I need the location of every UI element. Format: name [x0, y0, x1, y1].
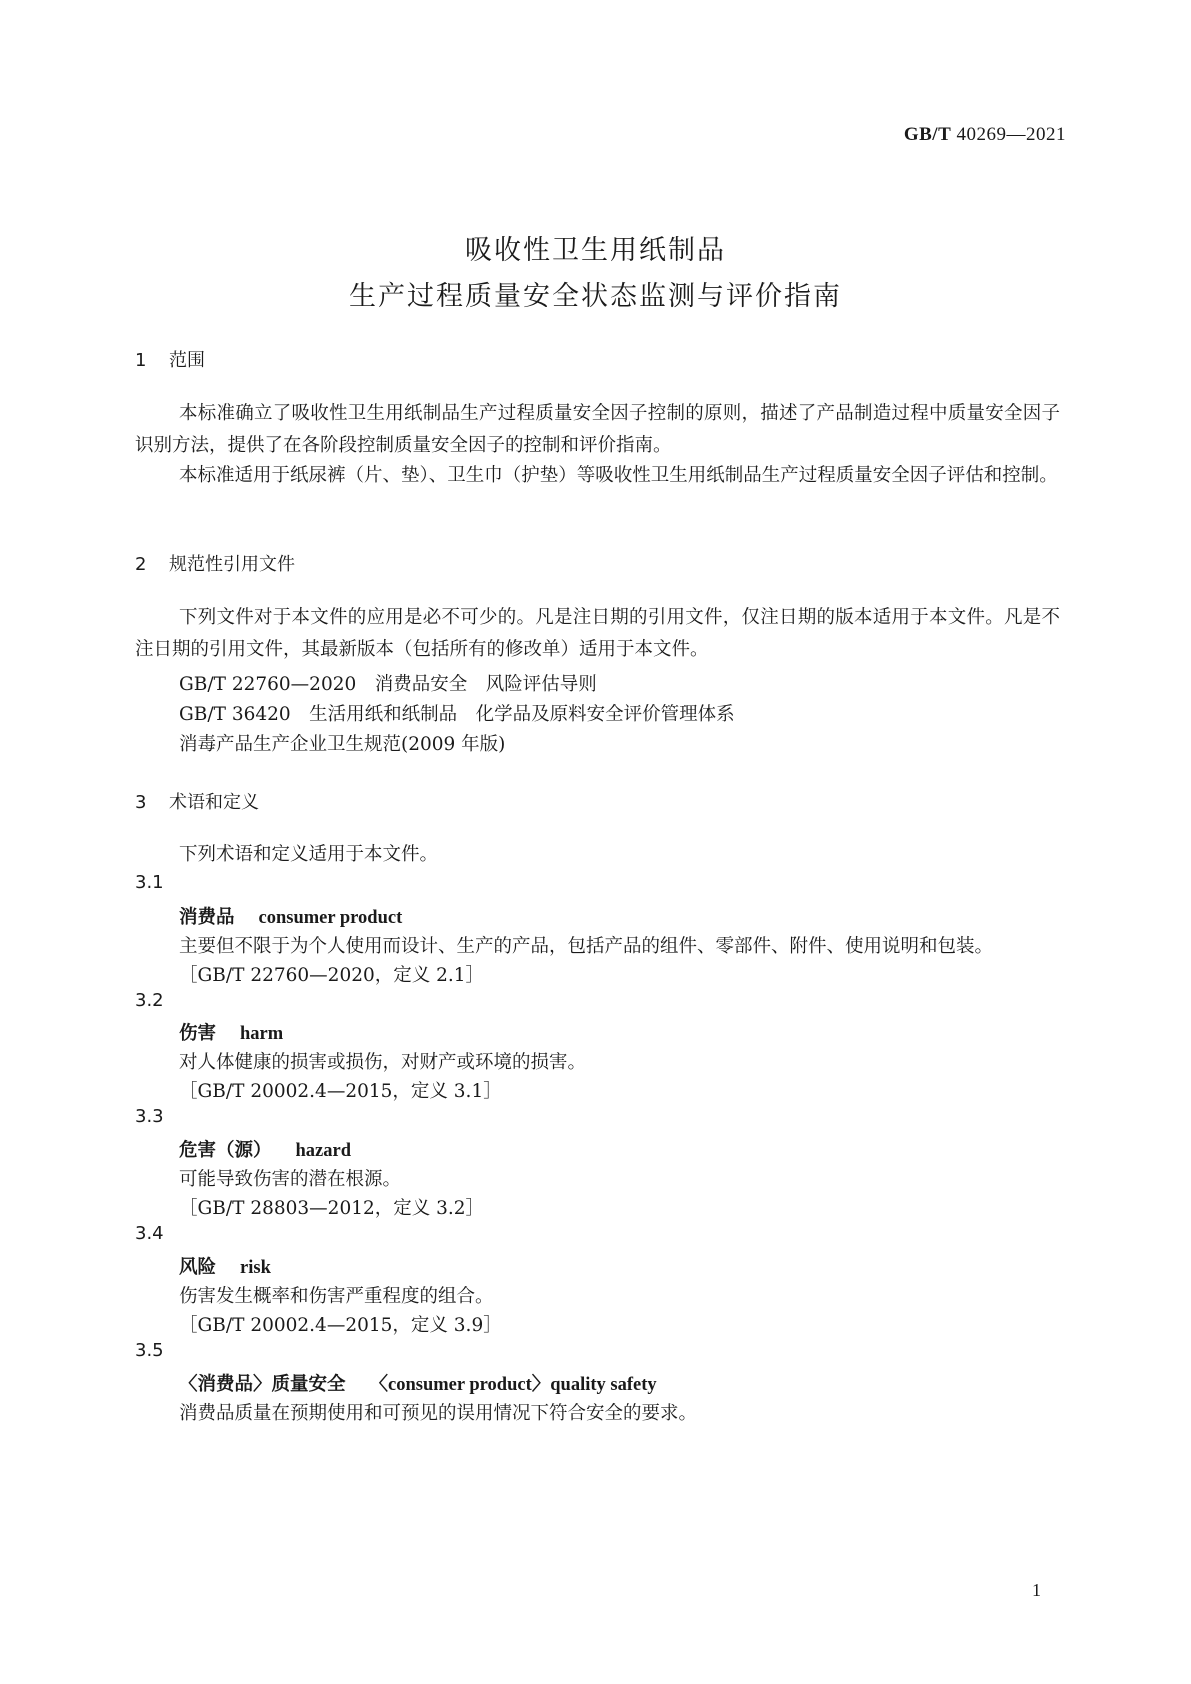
- term-name-en: harm: [240, 1024, 284, 1044]
- section-title: 术语和定义: [169, 792, 259, 813]
- section-number: 1: [135, 350, 147, 371]
- document-title-line2: 生产过程质量安全状态监测与评价指南: [349, 281, 842, 312]
- standard-code-prefix: GB/T: [903, 124, 952, 145]
- term-name-en: consumer product: [258, 908, 403, 928]
- section-number: 2: [135, 554, 147, 575]
- term-name-en: hazard: [295, 1141, 352, 1161]
- term-source: ［GB/T 22760—2020，定义 2.1］: [179, 965, 485, 986]
- scope-paragraph-2: 本标准适用于纸尿裤（片、垫）、卫生巾（护垫）等吸收性卫生用纸制品生产过程质量安全因子评估和控制。: [179, 465, 1058, 486]
- term-name: [179, 1019, 283, 1045]
- term-name: [179, 1370, 657, 1396]
- section-number: 3: [135, 792, 147, 813]
- term-name-en: 〈consumer product〉quality safety: [369, 1375, 657, 1395]
- term-source: ［GB/T 20002.4—2015，定义 3.1］: [179, 1081, 502, 1102]
- section-heading-terms: [135, 788, 259, 814]
- standard-code-number: 40269—2021: [956, 124, 1066, 145]
- term-definition: 对人体健康的损害或损伤，对财产或环境的损害。: [179, 1052, 587, 1073]
- term-definition: 可能导致伤害的潜在根源。: [179, 1169, 402, 1190]
- section-heading-normative-references: [135, 550, 295, 576]
- page-number: 1: [1032, 1580, 1041, 1600]
- term-definition: 消费品质量在预期使用和可预见的误用情况下符合安全的要求。: [179, 1403, 698, 1424]
- reference-item: 消毒产品生产企业卫生规范(2009 年版): [179, 734, 506, 755]
- term-source: ［GB/T 28803—2012，定义 3.2］: [179, 1198, 485, 1219]
- term-name: [179, 903, 402, 929]
- section-title: 范围: [169, 350, 205, 371]
- term-number: 3.5: [135, 1340, 164, 1361]
- term-definition: 伤害发生概率和伤害严重程度的组合。: [179, 1286, 494, 1307]
- term-source: ［GB/T 20002.4—2015，定义 3.9］: [179, 1315, 502, 1336]
- term-name: [179, 1136, 351, 1162]
- reference-item: GB/T 36420 生活用纸和纸制品 化学品及原料安全评价管理体系: [179, 704, 735, 725]
- term-name-zh: 危害（源）: [179, 1140, 272, 1161]
- term-number: 3.3: [135, 1106, 164, 1127]
- section-title: 规范性引用文件: [169, 554, 295, 575]
- terms-intro: 下列术语和定义适用于本文件。: [179, 844, 439, 865]
- term-name: [179, 1253, 271, 1279]
- term-name-zh: 消费品: [179, 907, 235, 928]
- references-intro-paragraph: 下列文件对于本文件的应用是必不可少的。凡是注日期的引用文件，仅注日期的版本适用于本文件。凡是不注日期的引用文件，其最新版本（包括所有的修改单）适用于本文件。: [135, 607, 1060, 660]
- reference-item: GB/T 22760—2020 消费品安全 风险评估导则: [179, 674, 597, 695]
- term-number: 3.4: [135, 1223, 164, 1244]
- term-name-zh: 伤害: [179, 1023, 217, 1044]
- scope-paragraph-1: 本标准确立了吸收性卫生用纸制品生产过程质量安全因子控制的原则，描述了产品制造过程中质量安全因子识别方法，提供了在各阶段控制质量安全因子的控制和评价指南。: [135, 403, 1060, 456]
- standard-code: [904, 124, 1066, 146]
- term-name-zh: 〈消费品〉质量安全: [179, 1374, 346, 1395]
- term-number: 3.1: [135, 872, 164, 893]
- term-definition: 主要但不限于为个人使用而设计、生产的产品，包括产品的组件、零部件、附件、使用说明和包装。: [179, 936, 994, 957]
- document-title-line1: 吸收性卫生用纸制品: [465, 235, 726, 266]
- section-heading-scope: [135, 346, 205, 372]
- term-name-en: risk: [240, 1258, 271, 1278]
- term-name-zh: 风险: [179, 1257, 217, 1278]
- term-number: 3.2: [135, 990, 164, 1011]
